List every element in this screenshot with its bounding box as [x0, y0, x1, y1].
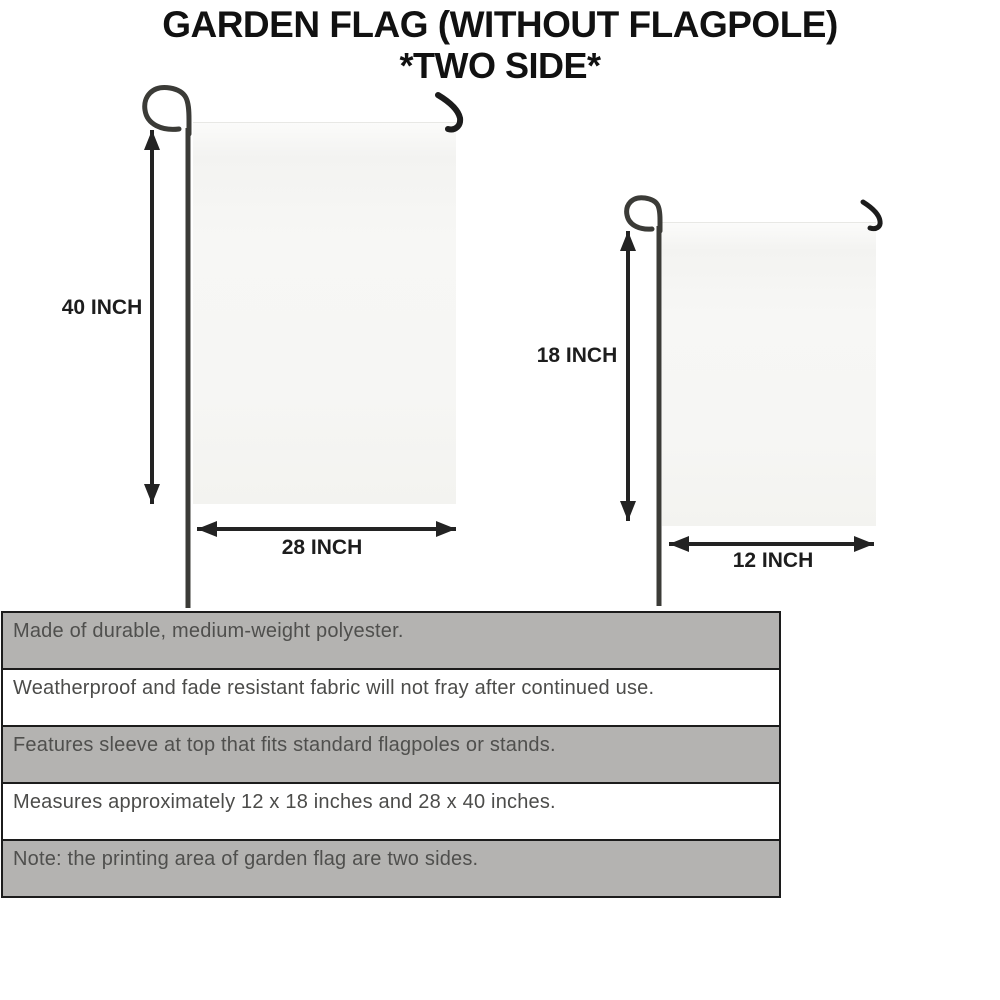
- small-flag-height-label: 18 INCH: [536, 344, 618, 367]
- feature-row-measures: Measures approximately 12 x 18 inches and 28 x 40 inches.: [1, 782, 781, 841]
- large-flag-width-label: 28 INCH: [281, 536, 363, 559]
- feature-row-weatherproof: Weatherproof and fade resistant fabric will not fray after continued use.: [1, 668, 781, 727]
- pole-loop-icon: [145, 88, 189, 134]
- small-flag-width-label: 12 INCH: [732, 549, 814, 572]
- feature-row-note: Note: the printing area of garden flag are two sides.: [1, 839, 781, 898]
- hanger-hook-icon: [863, 202, 880, 229]
- feature-list: [1, 611, 781, 898]
- small-flagpole-group: [627, 198, 880, 606]
- pole-loop-icon: [627, 198, 660, 231]
- large-flagpole-group: [145, 88, 460, 608]
- feature-row-material: Made of durable, medium-weight polyester.: [1, 611, 781, 670]
- title-line-2: *TWO SIDE*: [399, 45, 601, 86]
- title-line-1: GARDEN FLAG (WITHOUT FLAGPOLE): [162, 4, 838, 45]
- large-flag-height-label: 40 INCH: [61, 296, 143, 319]
- feature-row-sleeve: Features sleeve at top that fits standard flagpoles or stands.: [1, 725, 781, 784]
- hanger-hook-icon: [438, 95, 460, 129]
